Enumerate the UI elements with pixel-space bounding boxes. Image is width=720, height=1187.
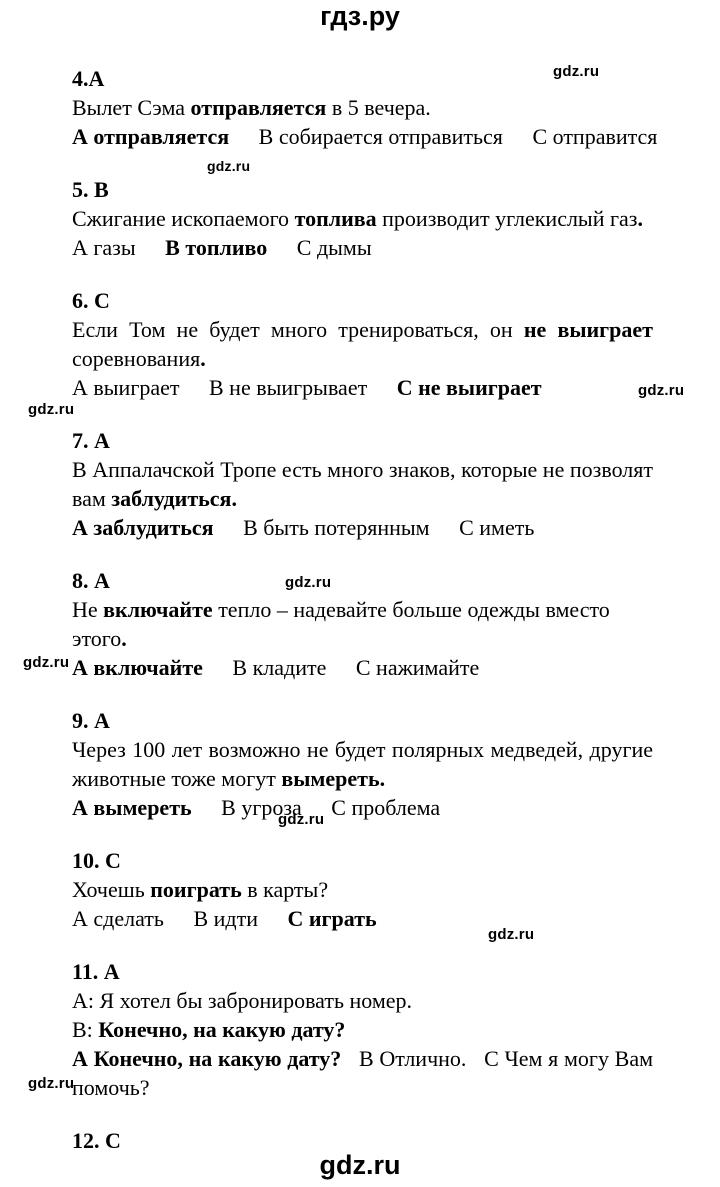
gdz-watermark: gdz.ru	[28, 1075, 75, 1092]
sentence-row	[72, 204, 653, 233]
text-segment: производит углекислый газ	[376, 206, 638, 231]
gdz-watermark: gdz.ru	[207, 158, 251, 174]
option-label: С играть	[287, 906, 377, 931]
answer-section	[72, 957, 653, 1102]
text-segment: помочь?	[72, 1075, 150, 1100]
gdz-watermark: gdz.ru	[28, 401, 75, 418]
options-row	[72, 904, 653, 933]
text-segment: В Аппалачской Тропе есть много знаков, которые не позволят	[72, 457, 653, 482]
answer-section	[72, 566, 653, 682]
text-segment: .	[637, 206, 643, 231]
answer-section	[72, 846, 653, 933]
option-label: В быть потерянным	[243, 515, 430, 540]
sentence-row	[72, 986, 653, 1015]
sentence-row	[72, 1015, 653, 1044]
text-segment: соревнования	[72, 346, 201, 371]
answer-number: 5. В	[72, 177, 109, 202]
option-label: С нажимайте	[355, 655, 480, 680]
option-label: А Конечно, на какую дату?	[72, 1046, 342, 1071]
option-label: С не выиграет	[396, 375, 542, 400]
sentence-row	[72, 93, 653, 122]
text-segment: Через 100 лет возможно не будет полярных медведей, другие	[72, 737, 653, 762]
sentence-row	[72, 315, 653, 344]
option-label: С дымы	[296, 235, 372, 260]
text-segment: топлива	[294, 206, 377, 231]
options-row	[72, 122, 658, 151]
text-segment: в карты?	[241, 877, 329, 902]
text-segment: Конечно, на какую дату?	[98, 1017, 346, 1042]
options-row	[72, 653, 653, 682]
answer-number: 9. А	[72, 708, 110, 733]
gdz-watermark: gdz.ru	[285, 574, 332, 591]
option-label: А отправляется	[72, 124, 230, 149]
text-segment: в 5 вечера.	[326, 95, 431, 120]
option-label: С отправится	[532, 124, 658, 149]
text-segment: Хочешь	[72, 877, 151, 902]
sentence-row	[72, 484, 653, 513]
text-segment: отправляется	[190, 95, 327, 120]
answer-section	[72, 286, 653, 402]
text-segment: Если Том не будет много тренироваться, он	[72, 317, 524, 342]
option-label: А вымереть	[72, 795, 192, 820]
answer-section	[72, 426, 653, 542]
answer-number: 8. А	[72, 568, 110, 593]
options-row	[72, 793, 653, 822]
option-label: С проблема	[331, 795, 441, 820]
options-row	[72, 513, 653, 542]
options-row	[72, 373, 653, 402]
answer-section	[72, 175, 653, 262]
option-label: В Отлично.	[359, 1046, 467, 1071]
options-row	[72, 1044, 653, 1073]
text-segment: Сжигание ископаемого	[72, 206, 295, 231]
sentence-row	[72, 735, 653, 764]
answer-number: 6. С	[72, 288, 110, 313]
text-segment: Не	[72, 597, 104, 622]
text-segment: Вылет Сэма	[72, 95, 191, 120]
sentence-row	[72, 764, 653, 793]
answer-number: 7. А	[72, 428, 110, 453]
option-label: В собирается отправиться	[258, 124, 503, 149]
gdz-watermark: gdz.ru	[278, 811, 325, 828]
option-label: А выиграет	[72, 375, 180, 400]
sentence-row	[72, 875, 653, 904]
footer-brand: gdz.ru	[319, 1150, 401, 1180]
option-label: С иметь	[459, 515, 535, 540]
sentence-row	[72, 455, 653, 484]
text-segment: вымереть.	[281, 766, 386, 791]
answer-number: 10. С	[72, 848, 121, 873]
sentence-row	[72, 595, 653, 653]
sentence-row	[72, 1073, 653, 1102]
page-title: гдз.ру	[320, 1, 400, 31]
answer-section	[72, 64, 658, 151]
option-label: В угроза	[221, 795, 302, 820]
answer-number: 12. С	[72, 1128, 121, 1153]
option-label: В идти	[193, 906, 258, 931]
answer-section	[72, 706, 653, 822]
option-label: В не выигрывает	[209, 375, 368, 400]
text-segment: .	[121, 626, 127, 651]
sentence-row	[72, 344, 653, 373]
text-segment: А: Я хотел бы забронировать номер.	[72, 988, 413, 1013]
gdz-watermark: gdz.ru	[488, 926, 535, 943]
option-label: С Чем я могу Вам	[484, 1046, 654, 1071]
text-segment: животные тоже могут	[72, 766, 282, 791]
answer-number: 4.A	[72, 66, 105, 91]
option-label: А заблудиться	[72, 515, 214, 540]
option-label: А газы	[72, 235, 136, 260]
answer-number: 11. А	[72, 959, 120, 984]
answers-list	[72, 64, 658, 1155]
text-segment: не выиграет	[523, 317, 653, 342]
text-segment: заблудиться.	[111, 486, 237, 511]
text-segment: поиграть	[150, 877, 242, 902]
gdz-watermark: gdz.ru	[553, 63, 600, 80]
text-segment: В:	[72, 1017, 99, 1042]
option-label: В кладите	[232, 655, 327, 680]
option-label: В топливо	[165, 235, 268, 260]
text-segment: включайте	[103, 597, 213, 622]
text-segment: .	[200, 346, 206, 371]
options-row	[72, 233, 653, 262]
gdz-watermark: gdz.ru	[23, 654, 70, 671]
option-label: А сделать	[72, 906, 164, 931]
option-label: А включайте	[72, 655, 203, 680]
gdz-watermark: gdz.ru	[638, 382, 685, 399]
text-segment: вам	[72, 486, 112, 511]
text-segment: тепло – надевайте больше одежды вместо этого	[72, 597, 610, 651]
